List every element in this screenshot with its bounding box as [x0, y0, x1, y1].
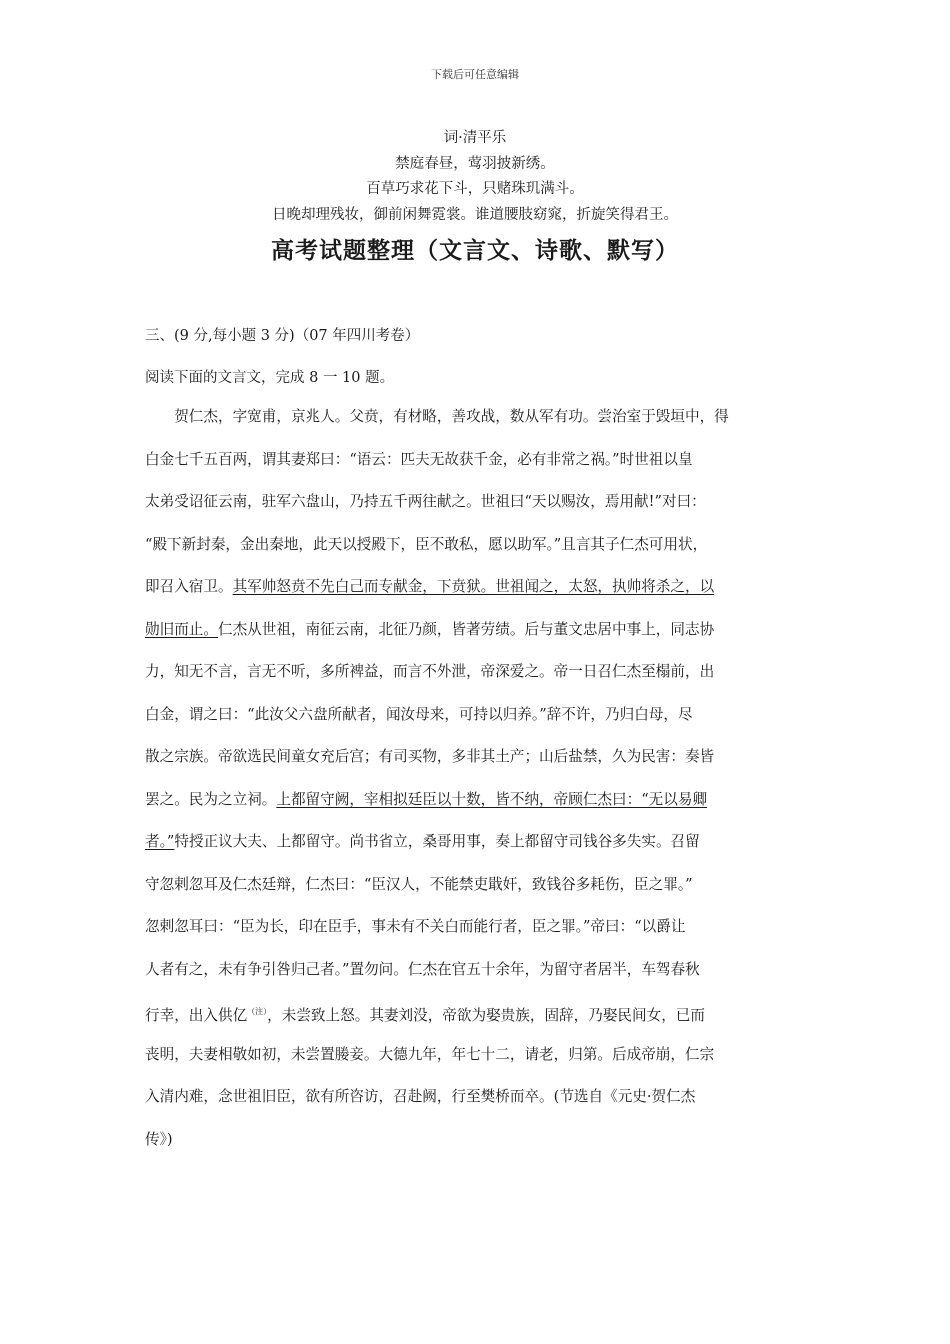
passage-line: 力，知无不言，言无不听，多所裨益，而言不外泄，帝深爱之。帝一日召仁杰至榻前，出	[145, 663, 715, 680]
underlined-sentence: 上都留守阙，宰相拟廷臣以十数，皆不纳，帝顾仁杰曰：“无以易卿	[276, 790, 708, 808]
passage-line	[145, 781, 805, 824]
passage-line	[145, 568, 805, 611]
passage-line: 传》)	[145, 1130, 173, 1148]
footnote-marker: （注）	[247, 1007, 268, 1016]
passage-line: 白金，谓之曰：“此汝父六盘所献者，闻汝母来，可持以归养。”辞不许，乃归白母，尽	[145, 705, 693, 723]
passage-text: 即召入宿卫。	[145, 578, 233, 595]
passage-text: 行幸，出入供亿	[145, 1007, 248, 1024]
passage-line: 入清内难，念世祖旧臣，欲有所咨访，召赴阙，行至樊桥而卒。(节选自《元史·贺仁杰	[145, 1088, 696, 1105]
passage-line	[145, 398, 805, 441]
classical-passage	[145, 398, 805, 1163]
passage-line: 人者有之，未有争引咎归己者。”置勿问。仁杰在官五十余年，为留守者居半，车驾春秋	[145, 960, 700, 978]
passage-line	[145, 993, 805, 1036]
passage-text: ，未尝致上怒。其妻刘没，帝欲为娶贵族，固辞，乃娶民间女，已而	[267, 1007, 705, 1024]
poem-line: 禁庭春昼，莺羽披新绣。	[395, 155, 555, 172]
passage-line: 太弟受诏征云南，驻军六盘山，乃持五千两往献之。世祖曰“天以赐汝，焉用献!”对曰：	[145, 493, 706, 510]
passage-line: 丧明，夫妻相敬如初，未尝置媵妾。大德九年，年七十二，请老，归第。后成帝崩，仁宗	[145, 1045, 715, 1063]
section-heading: 三、(9 分,每小题 3 分)（07 年四川考卷）	[145, 328, 420, 344]
passage-line: “殿下新封秦，金出秦地，此天以授殿下，臣不敢私，愿以助军。”且言其子仁杰可用状，	[145, 535, 708, 553]
poem-line: 日晚却理残妆，御前闲舞霓裳。谁道腰肢窈窕，折旋笑得君王。	[272, 206, 678, 223]
passage-line: 忽剌忽耳曰：“臣为长，印在臣手，事未有不关白而能行者，臣之罪。”帝曰：“以爵让	[145, 918, 686, 935]
passage-text: 贺仁杰，字宽甫，京兆人。父贲，有材略，善攻战，数从军有功。尝治室于毁垣中，得	[174, 408, 729, 425]
passage-line	[145, 611, 805, 654]
passage-text: 仁杰从世祖，南征云南，北征乃颜，皆著劳绩。后与董文忠居中事上，同志协	[217, 620, 715, 638]
poem-line: 百草巧求花下斗，只赌珠玑满斗。	[366, 181, 584, 197]
underlined-sentence: 勋旧而止。	[145, 620, 218, 638]
main-title: 高考试题整理（文言文、诗歌、默写）	[271, 238, 679, 264]
passage-line: 散之宗族。帝欲选民间童女充后宫；有司买物，多非其土产；山后盐禁，久为民害：奏皆	[145, 748, 715, 765]
passage-line	[145, 823, 805, 866]
passage-line: 守忽剌忽耳及仁杰廷辩，仁杰曰：“臣汉人，不能禁吏戢奸，致钱谷多耗伤，臣之罪。”	[145, 875, 693, 893]
passage-text: 特授正议大夫、上都留守。尚书省立，桑哥用事，奏上都留守司钱谷多失实。召留	[174, 833, 700, 850]
poem-block	[0, 126, 950, 228]
passage-line: 白金七千五百两，谓其妻郑曰：“语云：匹夫无故获千金，必有非常之祸。”时世祖以皇	[145, 450, 693, 468]
header-note: 下载后可任意编辑	[431, 68, 519, 81]
passage-text: 罢之。民为之立祠。	[145, 790, 277, 808]
instruction-text: 阅读下面的文言文，完成 8 一 10 题。	[145, 370, 395, 386]
underlined-sentence: 者。”	[145, 833, 175, 850]
underlined-sentence: 其军帅怒贲不先白己而专献金，下贲狱。世祖闻之，太怒，执帅将杀之，以	[232, 578, 715, 595]
poem-title: 词·清平乐	[443, 130, 507, 146]
